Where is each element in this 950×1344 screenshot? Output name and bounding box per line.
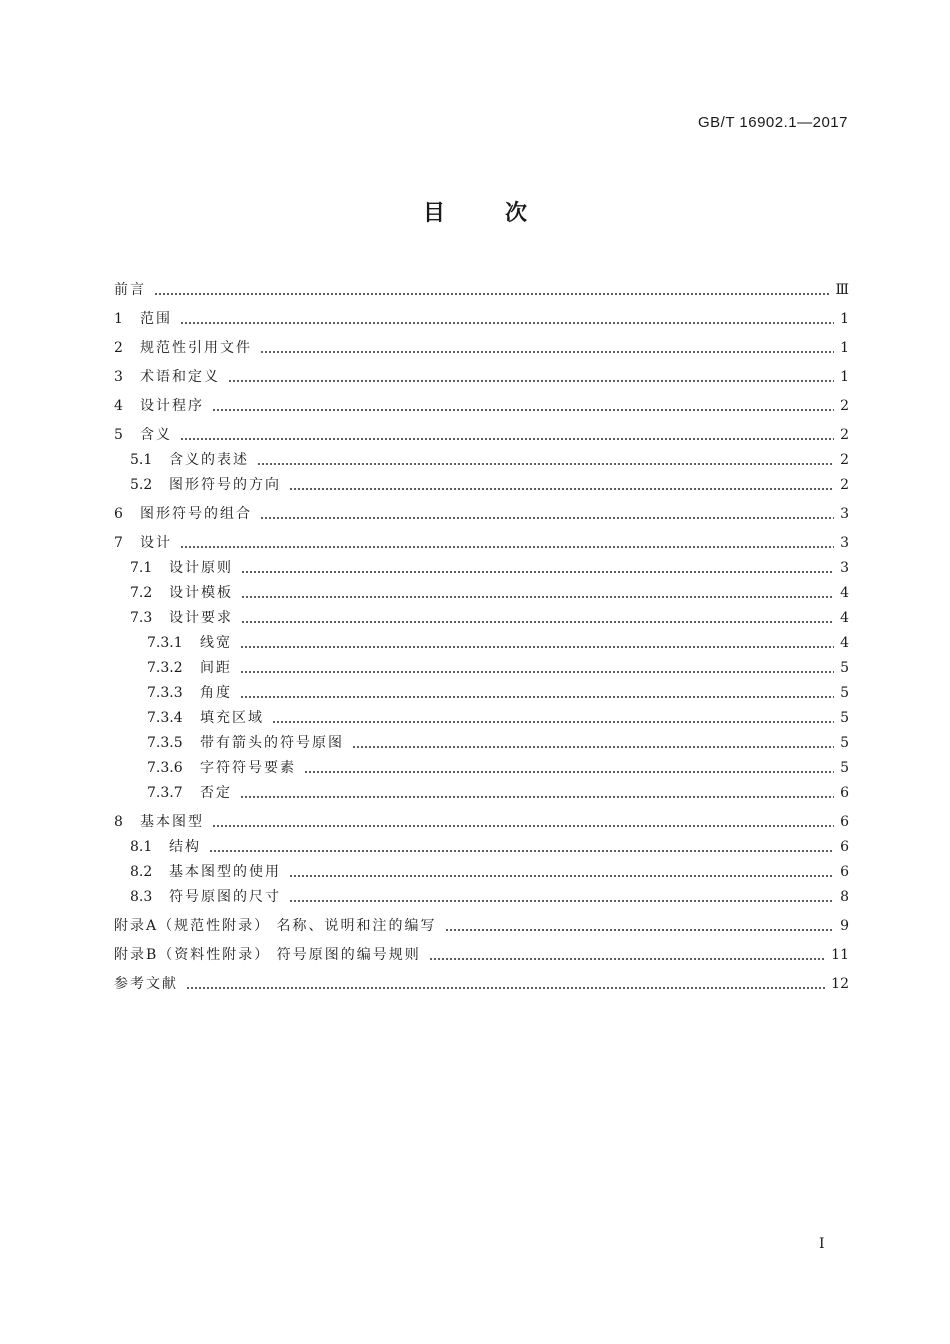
toc-dot-leader <box>180 438 834 440</box>
toc-entry-number: 5.1 <box>130 452 153 468</box>
toc-entry-label: 规范性引用文件 <box>140 340 252 356</box>
toc-entry-label: 含义 <box>140 427 172 443</box>
toc-entry-label: 图形符号的方向 <box>169 477 281 493</box>
toc-dot-leader <box>352 746 834 748</box>
toc-entry-label: 图形符号的组合 <box>140 506 252 522</box>
toc-entry[interactable] <box>114 778 849 803</box>
toc-dot-leader <box>240 671 834 673</box>
toc-entry[interactable] <box>114 603 849 628</box>
toc-entry-number: 5 <box>114 427 123 443</box>
toc-entry-page: 4 <box>840 585 849 601</box>
toc-entry-page: 5 <box>840 660 849 676</box>
toc-entry-label: 符号原图的尺寸 <box>169 889 281 905</box>
toc-entry[interactable] <box>114 528 849 553</box>
toc-entry-page: 4 <box>840 610 849 626</box>
toc-entry-label: 含义的表述 <box>169 452 249 468</box>
toc-entry-label: 附录B（资料性附录） 符号原图的编号规则 <box>114 947 421 963</box>
toc-entry-page: 11 <box>831 947 849 963</box>
toc-entry[interactable] <box>114 420 849 445</box>
toc-entry-number: 8 <box>114 814 123 830</box>
toc-entry-label: 设计原则 <box>169 560 233 576</box>
toc-entry-label: 否定 <box>200 785 232 801</box>
toc-entry-label: 设计模板 <box>169 585 233 601</box>
toc-entry-number: 7.3 <box>130 610 153 626</box>
toc-entry-label: 基本图型的使用 <box>169 864 281 880</box>
toc-entry-number: 8.2 <box>130 864 153 880</box>
toc-entry-number: 8.3 <box>130 889 153 905</box>
toc-dot-leader <box>260 517 834 519</box>
toc-entry[interactable] <box>114 275 849 300</box>
toc-dot-leader <box>241 596 834 598</box>
toc-entry-page: 8 <box>840 889 849 905</box>
toc-dot-leader <box>429 958 825 960</box>
toc-dot-leader <box>240 696 834 698</box>
toc-entry-label: 范围 <box>140 311 172 327</box>
toc-dot-leader <box>445 929 835 931</box>
toc-entry-label: 术语和定义 <box>140 369 220 385</box>
toc-entry-page: 4 <box>840 635 849 651</box>
toc-entry[interactable] <box>114 807 849 832</box>
toc-dot-leader <box>289 900 834 902</box>
toc-dot-leader <box>154 293 829 295</box>
toc-entry-page: 6 <box>840 785 849 801</box>
toc-entry-page: 5 <box>840 710 849 726</box>
toc-entry[interactable] <box>114 578 849 603</box>
toc-entry[interactable] <box>114 940 849 965</box>
toc-entry-page: 1 <box>840 340 849 356</box>
toc-entry-label: 角度 <box>200 685 232 701</box>
toc-entry-label: 间距 <box>200 660 232 676</box>
toc-dot-leader <box>209 850 834 852</box>
toc-entry[interactable] <box>114 911 849 936</box>
toc-entry-number: 6 <box>114 506 123 522</box>
toc-dot-leader <box>289 875 834 877</box>
toc-entry-page: 2 <box>840 477 849 493</box>
toc-entry[interactable] <box>114 304 849 329</box>
toc-entry-number: 2 <box>114 340 123 356</box>
toc-dot-leader <box>241 621 834 623</box>
toc-entry-label: 设计要求 <box>169 610 233 626</box>
toc-entry[interactable] <box>114 857 849 882</box>
toc-entry-label: 字符符号要素 <box>200 760 296 776</box>
toc-entry-number: 7 <box>114 535 123 551</box>
toc-entry-label: 基本图型 <box>140 814 204 830</box>
toc-entry-page: 3 <box>840 560 849 576</box>
page-number: Ⅰ <box>819 1236 825 1252</box>
toc-entry-number: 1 <box>114 311 123 327</box>
toc-entry-page: 9 <box>840 918 849 934</box>
toc-dot-leader <box>257 463 834 465</box>
toc-dot-leader <box>212 409 834 411</box>
toc-entry-label: 设计程序 <box>140 398 204 414</box>
toc-entry[interactable] <box>114 653 849 678</box>
table-of-contents <box>114 271 849 994</box>
toc-entry-number: 7.1 <box>130 560 153 576</box>
toc-entry-number: 3 <box>114 369 123 385</box>
toc-entry-label: 带有箭头的符号原图 <box>200 735 344 751</box>
toc-entry[interactable] <box>114 728 849 753</box>
toc-entry-page: 3 <box>840 506 849 522</box>
toc-entry-page: Ⅲ <box>835 282 849 298</box>
toc-entry-number: 7.3.2 <box>147 660 183 676</box>
toc-dot-leader <box>228 380 834 382</box>
page-title: 目次 <box>422 201 587 226</box>
toc-entry-page: 6 <box>840 864 849 880</box>
toc-dot-leader <box>180 322 834 324</box>
toc-entry-page: 6 <box>840 814 849 830</box>
document-number: GB/T 16902.1—2017 <box>698 114 848 131</box>
toc-entry-number: 7.3.6 <box>147 760 183 776</box>
toc-entry[interactable] <box>114 753 849 778</box>
toc-entry-number: 8.1 <box>130 839 153 855</box>
toc-entry-number: 7.3.3 <box>147 685 183 701</box>
toc-entry[interactable] <box>114 362 849 387</box>
toc-dot-leader <box>272 721 834 723</box>
toc-entry-page: 5 <box>840 760 849 776</box>
toc-entry-label: 附录A（规范性附录） 名称、说明和注的编写 <box>114 918 437 934</box>
toc-entry-number: 4 <box>114 398 123 414</box>
toc-entry[interactable] <box>114 882 849 907</box>
toc-entry-number: 5.2 <box>130 477 153 493</box>
toc-entry-page: 2 <box>840 452 849 468</box>
toc-dot-leader <box>186 987 825 989</box>
toc-entry-label: 结构 <box>169 839 201 855</box>
toc-entry-label: 填充区域 <box>200 710 264 726</box>
toc-entry-number: 7.3.7 <box>147 785 183 801</box>
toc-entry[interactable] <box>114 628 849 653</box>
toc-entry[interactable] <box>114 703 849 728</box>
toc-entry-label: 线宽 <box>200 635 232 651</box>
toc-entry-label: 参考文献 <box>114 976 178 992</box>
toc-dot-leader <box>240 646 834 648</box>
toc-entry[interactable] <box>114 333 849 358</box>
toc-entry-label: 设计 <box>140 535 172 551</box>
toc-dot-leader <box>212 825 834 827</box>
toc-entry[interactable] <box>114 678 849 703</box>
toc-entry-number: 7.2 <box>130 585 153 601</box>
toc-entry-page: 5 <box>840 685 849 701</box>
toc-entry-page: 5 <box>840 735 849 751</box>
toc-dot-leader <box>240 796 834 798</box>
toc-entry-page: 1 <box>840 369 849 385</box>
toc-entry-page: 3 <box>840 535 849 551</box>
toc-entry-page: 2 <box>840 398 849 414</box>
toc-entry[interactable] <box>114 499 849 524</box>
toc-entry[interactable] <box>114 832 849 857</box>
toc-entry-page: 2 <box>840 427 849 443</box>
toc-entry[interactable] <box>114 470 849 495</box>
toc-entry[interactable] <box>114 969 849 994</box>
toc-entry-number: 7.3.5 <box>147 735 183 751</box>
toc-entry-number: 7.3.4 <box>147 710 183 726</box>
toc-entry[interactable] <box>114 445 849 470</box>
toc-entry[interactable] <box>114 553 849 578</box>
toc-dot-leader <box>180 546 834 548</box>
toc-entry-label: 前言 <box>114 282 146 298</box>
toc-dot-leader <box>304 771 834 773</box>
toc-entry[interactable] <box>114 391 849 416</box>
toc-entry-page: 6 <box>840 839 849 855</box>
toc-dot-leader <box>241 571 834 573</box>
toc-dot-leader <box>260 351 834 353</box>
toc-entry-page: 1 <box>840 311 849 327</box>
toc-entry-number: 7.3.1 <box>147 635 183 651</box>
toc-dot-leader <box>289 488 834 490</box>
toc-entry-page: 12 <box>831 976 849 992</box>
